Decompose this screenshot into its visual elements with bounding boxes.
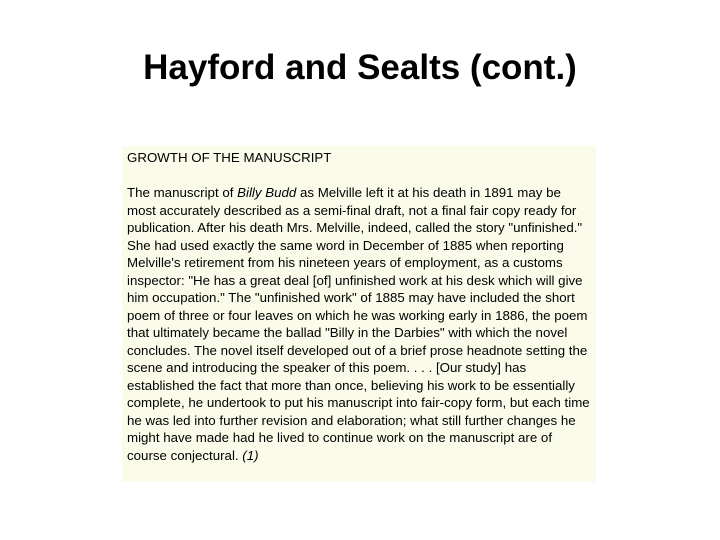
- section-heading: GROWTH OF THE MANUSCRIPT: [127, 150, 332, 165]
- quote-text-main: as Melville left it at his death in 1891 may be most accurately described as a semi-final draft, not a final fair copy ready for publication. After his death Mrs. Melville, indeed, called the story "unfinished." She had used exactly the same word in December of 1885 when reporting Melville's retirement from his nineteen years of employment, as a customs inspector: "He has a great deal [of] unfinished work at his desk which will give him occupation." The "unfinished work" of 1885 may have included the short poem of three or four leaves on which he was working early in 1886, the poem that ultimately became the ballad "Billy in the Darbies" with which the novel concludes. The novel itself developed out of a brief prose headnote setting the scene and introducing the speaker of this poem. . . . [Our study] has established the fact that more than once, believing his work to be essentially complete, he undertook to put his manuscript into fair-copy form, but each time he was led into further revision and elaboration; what still further changes he might have made had he lived to continue work on the manuscript are of course conjectural.: [127, 185, 590, 463]
- slide-title: Hayford and Sealts (cont.): [143, 48, 577, 87]
- book-title: Billy Budd: [237, 185, 297, 200]
- quote-box: [122, 146, 596, 482]
- quote-text-start: The manuscript of: [127, 185, 238, 200]
- quote-body: [127, 184, 592, 464]
- citation-marker: (1): [242, 447, 259, 463]
